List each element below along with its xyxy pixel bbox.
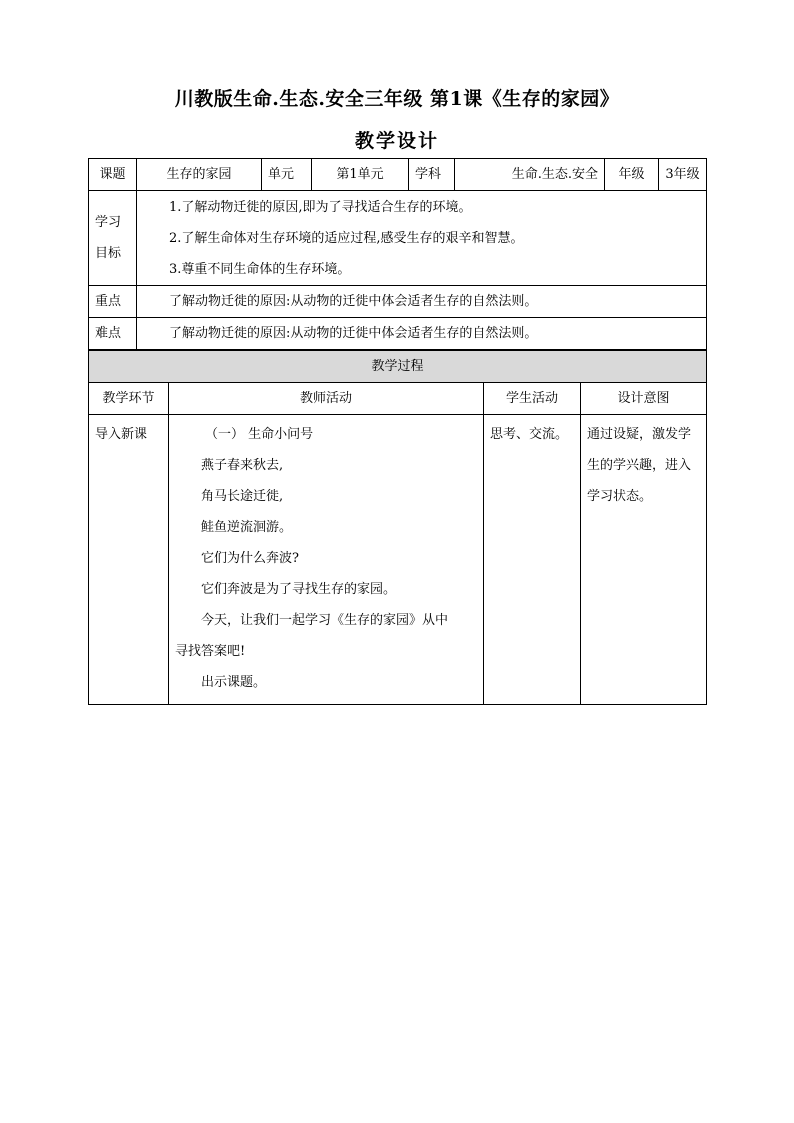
document-subtitle: 教学设计 (354, 130, 439, 152)
subject-value: 生命.生态.安全 (455, 159, 605, 191)
teacher-line: 它们奔波是为了寻找生存的家园。 (201, 582, 397, 597)
student-activity-text: 思考、交流。 (490, 427, 569, 442)
stage-text: 导入新课 (95, 427, 148, 442)
info-row (89, 159, 707, 191)
lesson-info-table (88, 158, 707, 350)
topic-label: 课题 (89, 159, 137, 191)
key-point-row (89, 286, 707, 318)
teaching-process-table (88, 350, 707, 705)
teacher-line: 今天，让我们一起学习《生存的家园》从中 (201, 613, 449, 628)
subject-label: 学科 (409, 159, 455, 191)
teacher-line: 燕子春来秋去, (201, 458, 284, 473)
topic-value: 生存的家园 (137, 159, 262, 191)
goals-row (89, 191, 707, 286)
header-student: 学生活动 (484, 383, 581, 415)
goals-label: 学习 目标 (89, 191, 137, 286)
intent-line: 生的学兴趣，进入 (587, 458, 692, 473)
goal-item: 1.了解动物迁徙的原因,即为了寻找适合生存的环境。 (169, 199, 472, 215)
goal-item: 3.尊重不同生命体的生存环境。 (169, 261, 351, 277)
process-banner: 教学过程 (89, 351, 707, 383)
unit-label: 单元 (262, 159, 312, 191)
process-banner-row (89, 351, 707, 383)
stage-cell (89, 415, 169, 705)
unit-value: 第1单元 (312, 159, 409, 191)
teacher-line: 寻找答案吧! (175, 644, 246, 659)
teacher-line: 角马长途迁徙, (201, 489, 284, 504)
intent-line: 学习状态。 (587, 489, 653, 504)
process-header-row (89, 383, 707, 415)
difficult-point-label: 难点 (89, 318, 137, 350)
grade-label: 年级 (605, 159, 659, 191)
difficult-point-row (89, 318, 707, 350)
teacher-line: （一） 生命小问号 (205, 427, 314, 442)
teacher-activity-cell (169, 415, 484, 705)
key-point-text: 了解动物迁徙的原因:从动物的迁徙中体会适者生存的自然法则。 (137, 286, 707, 318)
difficult-point-text: 了解动物迁徙的原因:从动物的迁徙中体会适者生存的自然法则。 (137, 318, 707, 350)
goal-item: 2.了解生命体对生存环境的适应过程,感受生存的艰辛和智慧。 (169, 230, 524, 246)
teacher-line: 鲑鱼逆流洄游。 (201, 520, 293, 535)
teacher-line: 它们为什么奔波? (201, 551, 299, 566)
design-intent-cell (581, 415, 707, 705)
header-stage: 教学环节 (89, 383, 169, 415)
document-title: 川教版生命.生态.安全三年级 第1课《生存的家园》 (174, 88, 620, 110)
process-row (89, 415, 707, 705)
teacher-line: 出示课题。 (201, 675, 267, 690)
header-teacher: 教师活动 (169, 383, 484, 415)
key-point-label: 重点 (89, 286, 137, 318)
goals-list (137, 191, 707, 286)
student-activity-cell (484, 415, 581, 705)
grade-value: 3年级 (659, 159, 707, 191)
header-intent: 设计意图 (581, 383, 707, 415)
intent-line: 通过设疑，激发学 (587, 427, 692, 442)
